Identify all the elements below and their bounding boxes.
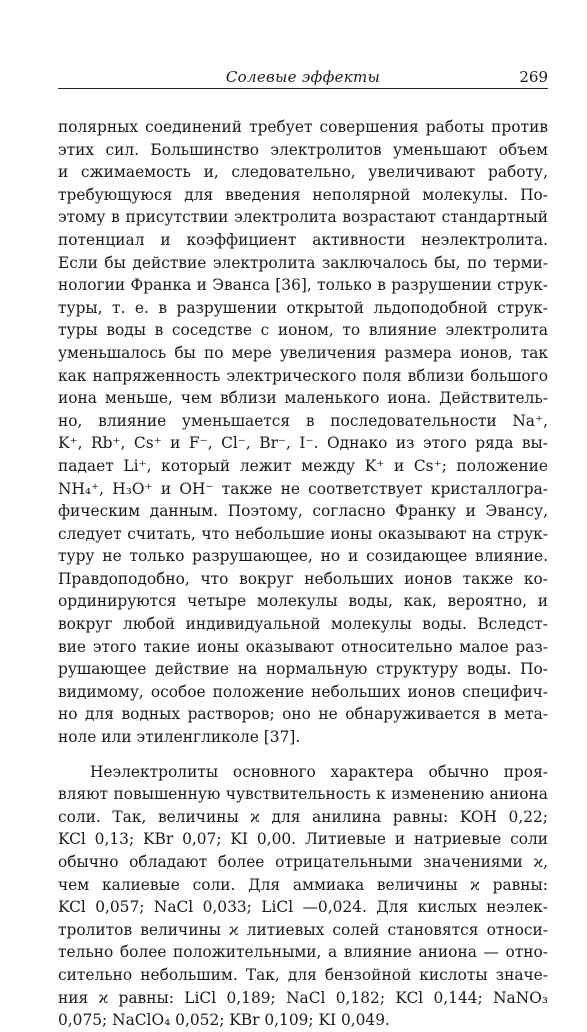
- page-number: 269: [519, 68, 548, 86]
- text-line: требующуюся для введения неполярной молекулы. По-: [58, 185, 548, 204]
- text-line: нологии Франка и Эванса [36], только в разрушении струк-: [58, 276, 548, 295]
- text-line: соли. Так, величины ϰ для анилина равны: KOH 0,22;: [58, 807, 548, 826]
- text-line: KCl 0,13; KBr 0,07; KI 0,00. Литиевые и натриевые соли: [58, 830, 548, 849]
- text-line: KCl 0,057; NaCl 0,033; LiCl —0,024. Для кислых неэлек-: [58, 898, 548, 917]
- text-line: уменьшалось бы по мере увеличения размера ионов, так: [58, 343, 548, 362]
- text-line: как напряженность электрического поля вблизи большого: [58, 366, 548, 385]
- text-line: потенциал и коэффициент активности неэлектролита.: [58, 230, 548, 249]
- text-line: чем калиевые соли. Для аммиака величины ϰ равны:: [58, 875, 548, 894]
- text-line: туру не только разрушающее, но и созидающее влияние.: [58, 547, 548, 566]
- text-line: туры воды в соседстве с ионом, то влияние электролита: [58, 321, 548, 340]
- text-line: вляют повышенную чувствительность к изменению аниона: [58, 785, 548, 804]
- running-title: Солевые эффекты: [225, 68, 381, 86]
- text-line: видимому, особое положение небольших ионов специфич-: [58, 682, 548, 701]
- text-line: K⁺, Rb⁺, Cs⁺ и F⁻, Cl⁻, Br⁻, I⁻. Однако из этого ряда вы-: [58, 434, 548, 453]
- text-line: ния ϰ равны: LiCl 0,189; NaCl 0,182; KCl 0,144; NaNO₃: [58, 988, 548, 1007]
- text-line: вие этого такие ионы оказывают относительно малое раз-: [58, 637, 548, 656]
- text-line: тролитов величины ϰ литиевых солей становятся относи-: [58, 920, 548, 939]
- text-line: ординируются четыре молекулы воды, как, вероятно, и: [58, 592, 548, 611]
- paragraph: [58, 761, 548, 1032]
- text-line: Неэлектролиты основного характера обычно проя-: [90, 762, 548, 781]
- text-line: вокруг любой индивидуальной молекулы воды. Вследст-: [58, 615, 548, 634]
- text-line: туры, т. е. в разрушении открытой льдоподобной струк-: [58, 298, 548, 317]
- text-line: тельно более положительными, а влияние аниона — отно-: [58, 943, 548, 962]
- paragraph: [58, 116, 548, 749]
- text-line: Если бы действие электролита заключалось бы, по терми-: [58, 253, 548, 272]
- text-line: фическим данным. Поэтому, согласно Франку и Эвансу,: [58, 502, 548, 521]
- text-line: и сжимаемость и, следовательно, увеличивают работу,: [58, 163, 548, 182]
- text-line: но, влияние уменьшается в последовательности Na⁺,: [58, 411, 548, 430]
- text-line: но для водных растворов; оно не обнаруживается в мета-: [58, 705, 548, 724]
- text-line: сительно небольшим. Так, для бензойной кислоты значе-: [58, 965, 548, 984]
- text-line: обычно обладают более отрицательными значениями ϰ,: [58, 853, 548, 871]
- text-line: рушающее действие на нормальную структуру воды. По-: [58, 660, 548, 679]
- text-line: Правдоподобно, что вокруг небольших ионов также ко-: [58, 569, 548, 588]
- running-header: [58, 66, 548, 90]
- text-line: иона меньше, чем вблизи маленького иона. Действитель-: [58, 389, 548, 408]
- body-text: [58, 116, 548, 1032]
- header-rule: [58, 88, 548, 89]
- text-line: полярных соединений требует совершения работы против: [58, 118, 548, 136]
- text-line: 0,075; NaClO₄ 0,052; KBr 0,109; KI 0,049.: [58, 1011, 390, 1030]
- text-line: этому в присутствии электролита возрастают стандартный: [58, 208, 548, 227]
- text-line: NH₄⁺, H₃O⁺ и OH⁻ также не соответствует кристаллогра-: [58, 479, 548, 498]
- text-line: падает Li⁺, который лежит между K⁺ и Cs⁺; положение: [58, 456, 548, 475]
- text-line: этих сил. Большинство электролитов уменьшают объем: [58, 140, 548, 159]
- text-line: следует считать, что небольшие ионы оказывают на струк-: [58, 524, 548, 543]
- text-line: ноле или этиленгликоле [37].: [58, 728, 301, 747]
